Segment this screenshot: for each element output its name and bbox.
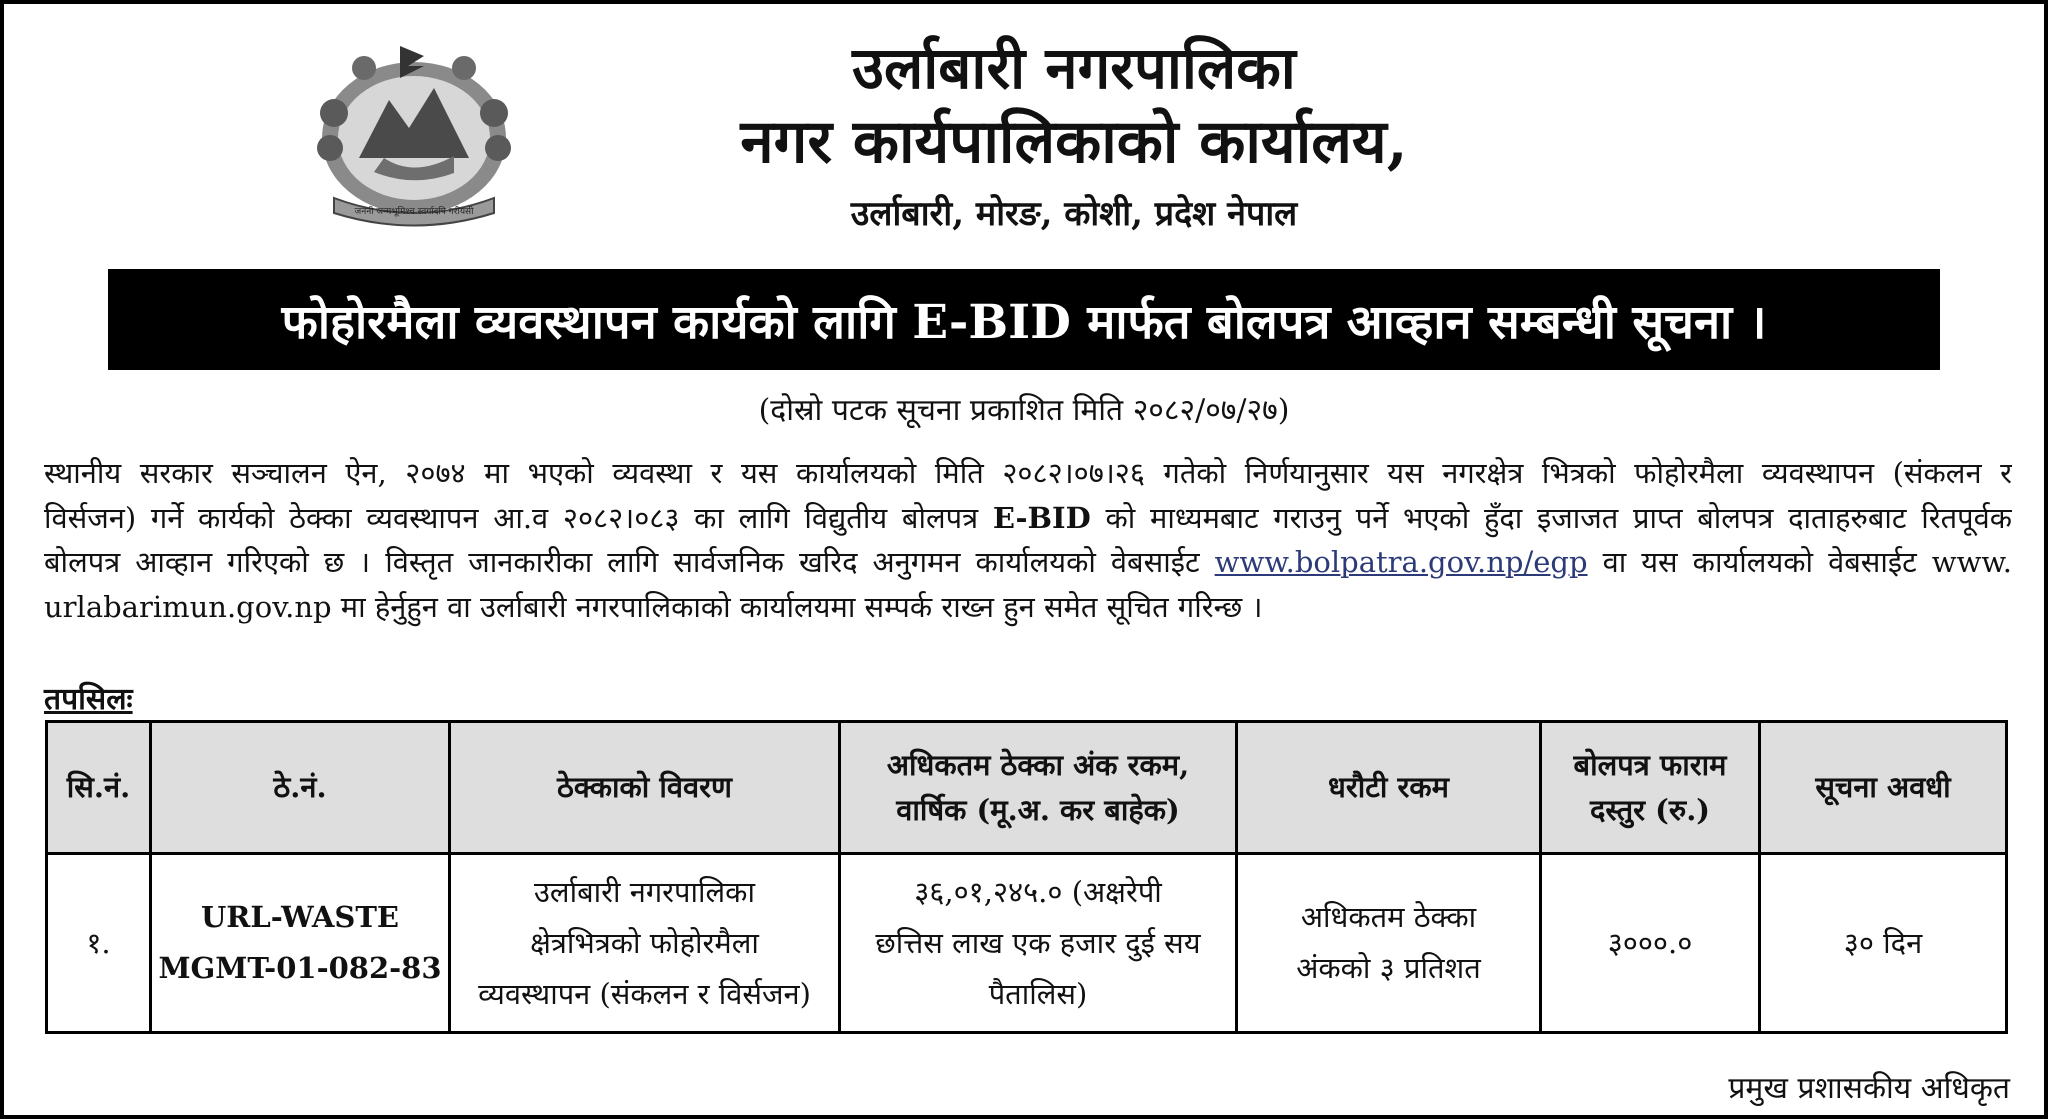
header-line: अधिकतम ठेक्का अंक रकम,	[886, 747, 1190, 782]
col-header-period: सूचना अवधी	[1760, 722, 2007, 854]
header-line: दस्तुर (रु.)	[1589, 792, 1711, 827]
nepal-emblem-icon	[304, 38, 524, 228]
cell-line: URL-WASTE	[200, 900, 400, 934]
cell-line: उर्लाबारी नगरपालिका	[534, 874, 755, 909]
emblem-motto: जननी जन्मभूमिश्च स्वर्गादपि गरीयसी	[354, 207, 474, 217]
office-address: उर्लाबारी, मोरङ, कोशी, प्रदेश नेपाल	[850, 194, 1298, 234]
ebid-text: E-BID	[992, 500, 1091, 535]
cell-line: ३६,०१,२४५.० (अक्षरेपी	[914, 874, 1162, 909]
cell-line: MGMT-01-082-83	[158, 951, 442, 985]
cell-line: पैतालिस)	[988, 976, 1088, 1011]
cell-tender-no	[151, 854, 450, 1033]
notice-body	[44, 451, 2012, 629]
col-header-sn: सि.नं.	[47, 722, 151, 854]
body-line-2	[44, 496, 2012, 541]
cell-line: क्षेत्रभित्रको फोहोरमैला	[530, 925, 759, 960]
col-header-tn: ठे.नं.	[151, 722, 450, 854]
cell-amount	[840, 854, 1237, 1033]
col-header-desc: ठेक्काको विवरण	[450, 722, 840, 854]
bolpatra-link[interactable]: www.bolpatra.gov.np/egp	[1214, 545, 1588, 579]
cell-line: व्यवस्थापन (संकलन र विर्सजन)	[478, 976, 811, 1011]
cell-fee: ३०००.०	[1541, 854, 1760, 1033]
cell-period: ३० दिन	[1760, 854, 2007, 1033]
tapsil-label: तपसिलः	[44, 682, 133, 717]
body-text: बोलपत्र आव्हान गरिएको छ । विस्तृत जानकारीका लागि सार्वजनिक खरिद अनुगमन कार्यालयको वेबसाईट	[44, 545, 1200, 579]
col-header-deposit: धरौटी रकम	[1237, 722, 1541, 854]
body-line-4: urlabarimun.gov.np मा हेर्नुहुन वा उर्लाबारी नगरपालिकाको कार्यालयमा सम्पर्क राख्न हुन समेत सूचित गरिन्छ ।	[44, 589, 1263, 624]
notice-title-banner	[108, 269, 1940, 370]
body-text: को माध्यमबाट गराउनु पर्ने भएको हुँदा इजाजत प्राप्त बोलपत्र दाताहरुबाट रितपूर्वक	[1105, 500, 2012, 535]
notice-title: फोहोरमैला व्यवस्थापन कार्यको लागि E-BID मार्फत बोलपत्र आव्हान सम्बन्धी सूचना ।	[281, 294, 1767, 350]
publication-date-note: (दोस्रो पटक सूचना प्रकाशित मिति २०८२/०७/२७)	[758, 393, 1290, 428]
cell-deposit	[1237, 854, 1541, 1033]
body-text: विर्सजन) गर्ने कार्यको ठेक्का व्यवस्थापन आ.व २०८२।०८३ का लागि विद्युतीय बोलपत्र	[44, 500, 979, 535]
tender-table	[45, 720, 2008, 1034]
header-line: बोलपत्र फाराम	[1573, 747, 1727, 782]
body-line-3	[44, 540, 2012, 585]
body-line-1: स्थानीय सरकार सञ्चालन ऐन, २०७४ मा भएको व्यवस्था र यस कार्यालयको मिति २०८२।०७।२६ गतेको निर्णयानुसार यस नगरक्षेत्र भित्रको फोहोरमैला व्यवस्थापन (संकलन र	[44, 456, 2012, 490]
office-name: नगर कार्यपालिकाको कार्यालय,	[740, 107, 1408, 177]
office-header	[564, 32, 1584, 236]
body-text: वा यस कार्यालयको वेबसाईट www.	[1602, 545, 2012, 579]
cell-line: अंकको ३ प्रतिशत	[1296, 951, 1481, 985]
col-header-fee	[1541, 722, 1760, 854]
table-row	[47, 854, 2007, 1033]
cell-sn: १.	[47, 854, 151, 1033]
signature-title: प्रमुख प्रशासकीय अधिकृत	[1728, 1071, 2010, 1106]
cell-description	[450, 854, 840, 1033]
header-line: वार्षिक (मू.अ. कर बाहेक)	[896, 792, 1180, 827]
col-header-amount	[840, 722, 1237, 854]
cell-line: अधिकतम ठेक्का	[1300, 900, 1477, 934]
table-header-row	[47, 722, 2007, 854]
municipality-name: उर्लाबारी नगरपालिका	[852, 34, 1296, 102]
cell-line: छत्तिस लाख एक हजार दुई सय	[875, 925, 1201, 960]
